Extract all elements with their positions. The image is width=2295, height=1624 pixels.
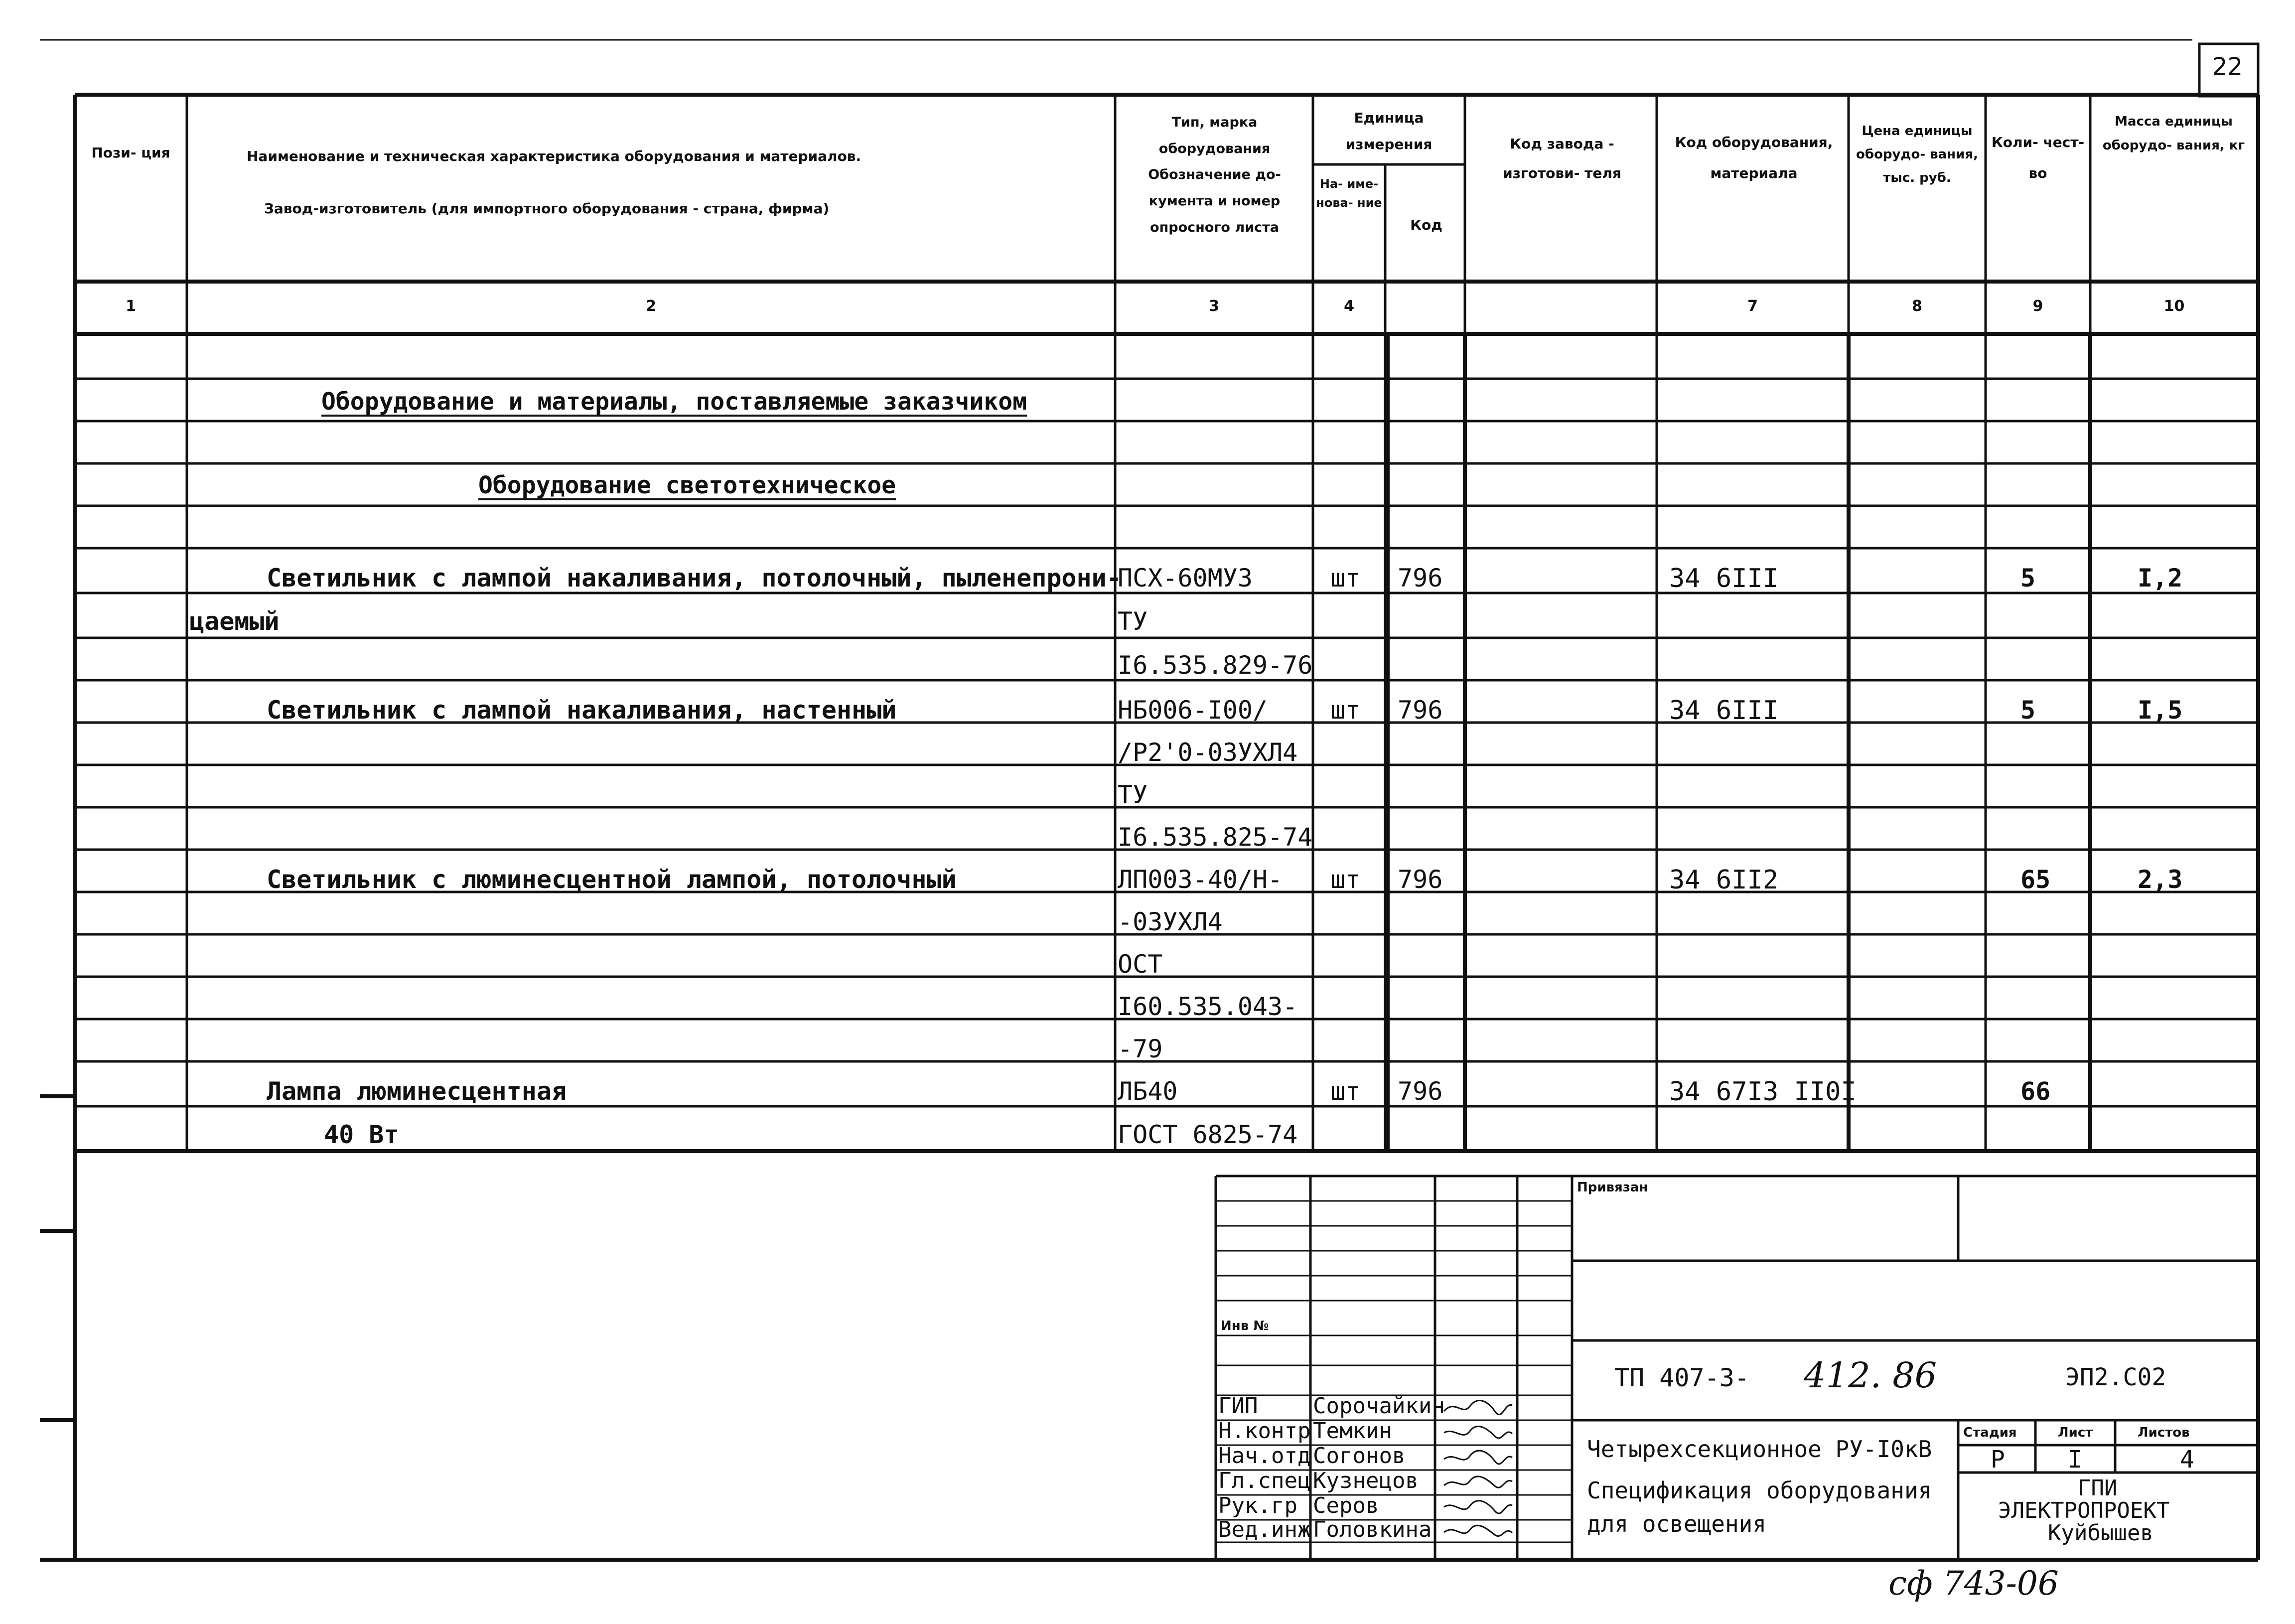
tb-role: Рук.гр	[1218, 1493, 1297, 1518]
row-type: ОСТ	[1118, 950, 1163, 979]
header-quantity: Коли- чест- во	[1991, 134, 2085, 181]
row-name: 40 Вт	[324, 1120, 399, 1149]
section-title-lighting-equipment: Оборудование светотехническое	[478, 471, 896, 499]
signature-icon	[1440, 1421, 1515, 1444]
tb-sheet-code: ЭП2.С02	[2065, 1363, 2166, 1391]
tb-role: Н.контр	[1218, 1418, 1311, 1444]
row-equipment-code: 34 6II2	[1669, 865, 1779, 895]
header-equipment-code: Код оборудования, материала	[1675, 134, 1833, 181]
row-type: ТУ	[1118, 780, 1148, 809]
row-unit: шт	[1330, 564, 1361, 592]
row-quantity: 5	[2020, 564, 2036, 592]
row-equipment-code: 34 67I3 II0I	[1669, 1077, 1857, 1107]
row-type: -79	[1118, 1034, 1163, 1063]
tb-inv: Инв №	[1221, 1319, 1269, 1333]
row-unit: шт	[1330, 696, 1361, 725]
row-unit-code: 796	[1398, 696, 1443, 725]
row-quantity: 65	[2020, 865, 2051, 894]
tb-person-name: Кузнецов	[1313, 1468, 1419, 1493]
row-type: ПСХ-60МУ3	[1118, 564, 1253, 592]
tb-doc-number-handwritten: 412. 86	[1804, 1355, 1937, 1396]
row-unit: шт	[1330, 865, 1361, 894]
tb-title-line2: для освещения	[1587, 1510, 1767, 1537]
row-unit-code: 796	[1398, 564, 1443, 592]
row-unit-code: 796	[1398, 865, 1443, 894]
tb-role: Вед.инж	[1218, 1517, 1311, 1542]
row-name: Лампа люминесцентная	[267, 1077, 567, 1106]
row-type: /Р2'0-03УХЛ4	[1118, 738, 1298, 767]
row-name: Светильник с лампой накаливания, настенный	[267, 696, 897, 725]
tb-role: Нач.отд	[1218, 1443, 1311, 1469]
row-type: I6.535.825-74	[1118, 823, 1313, 852]
row-equipment-code: 34 6III	[1669, 564, 1779, 593]
signature-icon	[1440, 1496, 1515, 1519]
header-name-line2: Завод-изготовитель (для импортного оборудования - страна, фирма)	[264, 200, 830, 217]
column-number: 3	[1209, 297, 1219, 315]
tb-stage: Р	[1991, 1446, 2005, 1474]
footer-note: сф 743-06	[1888, 1564, 2059, 1603]
header-unit-code: Код	[1410, 217, 1442, 233]
tb-sheet-label: Лист	[2058, 1425, 2093, 1440]
row-type: I6.535.829-76	[1118, 651, 1313, 680]
header-position: Пози- ция	[91, 145, 170, 161]
row-quantity: 5	[2020, 696, 2036, 725]
row-type: НБ006-I00/	[1118, 696, 1268, 725]
header-unit-group: Единица измерения	[1345, 110, 1433, 153]
row-equipment-code: 34 6III	[1669, 696, 1779, 726]
row-type: ТУ	[1118, 607, 1148, 636]
header-type: Тип, марка оборудования Обозначение до- кумента и номер опросного листа	[1148, 115, 1281, 235]
row-mass: 2,3	[2138, 865, 2183, 894]
column-number: 1	[126, 297, 136, 315]
tb-person-name: Согонов	[1313, 1443, 1406, 1469]
signature-icon	[1440, 1446, 1515, 1469]
row-quantity: 66	[2020, 1077, 2051, 1106]
column-number: 8	[1912, 297, 1922, 315]
row-unit-code: 796	[1398, 1077, 1443, 1106]
tb-person-name: Головкина	[1313, 1517, 1432, 1542]
tb-project: Четырехсекционное РУ-I0кВ	[1587, 1436, 1932, 1463]
row-type: ГОСТ 6825-74	[1118, 1120, 1298, 1149]
row-type: -03УХЛ4	[1118, 907, 1223, 936]
column-number: 7	[1747, 297, 1758, 315]
header-name-line1: Наименование и техническая характеристика оборудования и материалов.	[247, 148, 861, 164]
tb-person-name: Темкин	[1313, 1418, 1392, 1444]
header-unit-name: На- име- нова- ние	[1316, 177, 1382, 210]
header-mass: Масса единицы оборудо- вания, кг	[2102, 114, 2245, 153]
column-number: 2	[646, 297, 656, 315]
row-mass: I,2	[2138, 564, 2183, 592]
column-number: 9	[2032, 297, 2043, 315]
tb-stage-label: Стадия	[1963, 1425, 2017, 1440]
tb-person-name: Сорочайкин	[1313, 1393, 1445, 1419]
page-number: 22	[2212, 53, 2243, 81]
tb-sheets: 4	[2180, 1446, 2194, 1474]
row-type: ЛБ40	[1118, 1077, 1178, 1106]
tb-privyazan: Привязан	[1577, 1180, 1648, 1195]
header-factory-code: Код завода - изготови- теля	[1503, 136, 1621, 181]
row-type: I60.535.043-	[1118, 992, 1298, 1021]
tb-role: Гл.спец	[1218, 1468, 1311, 1493]
tb-org-3: Куйбышев	[2048, 1520, 2153, 1546]
tb-org-2: ЭЛЕКТРОПРОЕКТ	[1998, 1498, 2170, 1523]
row-name: Светильник с лампой накаливания, потолочный, пыленепрони-	[267, 564, 1122, 592]
row-mass: I,5	[2138, 696, 2183, 725]
tb-sheet: I	[2068, 1446, 2082, 1474]
column-number: 4	[1344, 297, 1354, 315]
signature-icon	[1440, 1520, 1515, 1543]
tb-person-name: Серов	[1313, 1493, 1379, 1518]
signature-icon	[1440, 1471, 1515, 1494]
column-number: 10	[2163, 297, 2185, 315]
row-type: ЛП003-40/Н-	[1118, 865, 1283, 894]
tb-sheets-label: Листов	[2138, 1425, 2190, 1440]
signature-icon	[1440, 1396, 1515, 1419]
tb-title-line1: Спецификация оборудования	[1587, 1477, 1932, 1504]
row-name: Светильник с люминесцентной лампой, потолочный	[267, 865, 957, 894]
header-price: Цена единицы оборудо- вания, тыс. руб.	[1856, 124, 1978, 185]
tb-role: ГИП	[1218, 1393, 1258, 1419]
section-title-supplied-by-customer: Оборудование и материалы, поставляемые заказчиком	[321, 388, 1027, 416]
row-unit: шт	[1330, 1077, 1361, 1106]
tb-org-1: ГПИ	[2078, 1476, 2118, 1501]
tb-doc-number: ТП 407-3-	[1614, 1363, 1749, 1392]
row-name: цаемый	[189, 607, 280, 636]
